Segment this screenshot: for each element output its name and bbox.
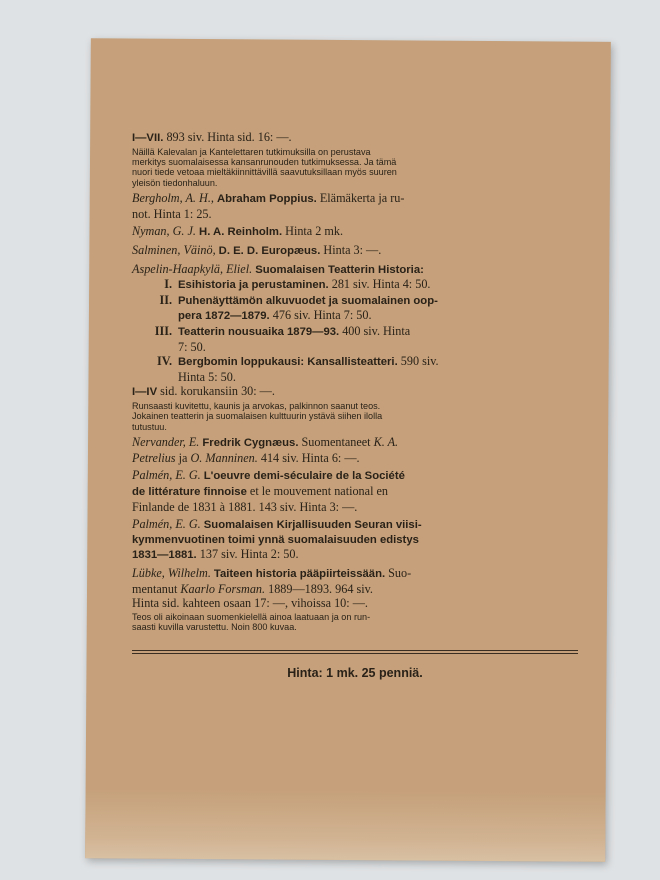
entry-line (132, 582, 580, 597)
book-title: Suomalaisen Teatterin Historia: (255, 263, 424, 276)
entry-detail: Finlande de 1831 à 1881. 143 siv. Hinta 3: —. (132, 499, 358, 514)
book-title: kymmenvuotinen toimi ynnä suomalaisuuden edistys (132, 533, 419, 546)
entry-detail: Suomentaneet (301, 435, 371, 450)
note-line: yleisön tiedonhaluun. (132, 177, 218, 188)
volume-title: Bergbomin loppukausi: Kansallisteatteri. (178, 356, 398, 369)
note-line: nuori tiede vetoaa mieltäkiinnittävillä saavutuksillaan myös suuren (132, 167, 397, 178)
entry-line (132, 262, 580, 278)
author: Bergholm, A. H., (132, 191, 214, 206)
author: Palmén, E. G. (132, 517, 201, 532)
book-title: L'oeuvre demi-séculaire de la Société (203, 470, 405, 483)
entry-detail: ja (178, 450, 188, 465)
entry-line (132, 191, 580, 207)
translator: Petrelius (132, 450, 176, 465)
author: Palmén, E. G. (132, 468, 201, 483)
note-line: Runsaasti kuvitettu, kaunis ja arvokas, palkinnon saanut teos. (132, 400, 381, 411)
entry-note (132, 147, 580, 189)
entry-detail: 476 siv. Hinta 7: 50. (272, 308, 372, 323)
author: Nervander, E. (132, 435, 200, 450)
entry-detail: Suo- (388, 565, 412, 580)
volume-title: pera 1872—1879. (178, 310, 270, 323)
book-title: Taiteen historia pääpiirteissään. (213, 567, 386, 580)
entry-detail: 414 siv. Hinta 6: —. (260, 450, 360, 465)
volume-line (132, 324, 580, 340)
entry-line (132, 468, 580, 484)
cover-price: Hinta: 1 mk. 25 penniä. (287, 666, 423, 680)
note-line: saasti kuvilla varustettu. Noin 800 kuvaa. (132, 622, 297, 633)
volume-number: II. (159, 292, 172, 307)
entry-detail: not. Hinta 1: 25. (132, 206, 212, 221)
note-line: tutustuu. (132, 421, 167, 432)
author: Aspelin-Haapkylä, Eliel. (132, 261, 253, 276)
volume-line (132, 293, 580, 309)
entry-line (132, 243, 580, 259)
book-title: Suomalaisen Kirjallisuuden Seuran viisi- (203, 519, 422, 532)
entry-line (132, 435, 580, 451)
translator: Kaarlo Forsman. (180, 581, 266, 596)
volume-range: I—IV (132, 386, 158, 399)
entry-detail: Hinta 3: —. (323, 243, 382, 257)
entry-detail: 590 siv. (400, 354, 439, 369)
entry-detail: 1889—1893. 964 siv. (268, 581, 373, 596)
book-list (132, 130, 580, 635)
note-line: Näillä Kalevalan ja Kantelettaren tutkimuksilla on perustava (132, 146, 371, 157)
entry-detail: Elämäkerta ja ru- (319, 191, 405, 206)
entry-line (132, 566, 580, 582)
entry-detail: mentanut (132, 581, 178, 596)
book-title: Abraham Poppius. (216, 193, 317, 206)
entry-line (132, 517, 580, 533)
entry-line (132, 547, 580, 563)
volume-title: Teatterin nousuaika 1879—93. (178, 325, 340, 338)
volume-number: IV. (156, 354, 172, 369)
entry-detail: Hinta 5: 50. (178, 369, 236, 384)
entry-detail: 7: 50. (178, 339, 206, 354)
entry-detail: 137 siv. Hinta 2: 50. (199, 547, 299, 562)
author: Salminen, Väinö, (132, 243, 216, 257)
entry-line (132, 451, 580, 466)
book-title: H. A. Reinholm. (199, 226, 283, 239)
volume-line (132, 354, 580, 370)
translator: O. Manninen. (190, 450, 258, 465)
volume-title: Puhenäyttämön alkuvuodet ja suomalainen oop- (178, 294, 438, 307)
entry-note (132, 612, 580, 633)
author: Lübke, Wilhelm. (132, 565, 211, 580)
entry-detail: 893 siv. Hinta sid. 16: —. (166, 130, 292, 144)
note-line: Teos oli aikoinaan suomenkielellä ainoa laatuaan ja on run- (132, 611, 371, 622)
volume-number: I. (164, 277, 172, 292)
entry-line (132, 130, 580, 146)
translator: K. A. (373, 435, 399, 450)
entry-line (132, 384, 580, 400)
volume-title: Esihistoria ja perustaminen. (178, 279, 329, 292)
entry-detail: Hinta sid. kahteen osaan 17: —, vihoissa 10: —. (132, 596, 368, 611)
double-rule-divider (132, 650, 578, 654)
entry-detail: sid. korukansiin 30: —. (160, 384, 275, 399)
note-line: Jokainen teatterin ja suomalaisen kulttuurin ystävä siihen ilolla (132, 411, 383, 422)
volume-range: I—VII. (132, 132, 164, 144)
entry-note (132, 401, 580, 432)
entry-detail: et le mouvement national en (249, 483, 389, 498)
entry-detail: 281 siv. Hinta 4: 50. (331, 277, 431, 292)
book-title: 1831—1881. (132, 549, 197, 562)
book-title: D. E. D. Europæus. (218, 245, 321, 257)
entry-line (132, 484, 580, 500)
volume-line (132, 308, 580, 324)
volume-line (132, 277, 580, 293)
entry-detail: 400 siv. Hinta (342, 323, 411, 338)
author: Nyman, G. J. (132, 224, 196, 239)
entry-line (132, 224, 580, 240)
worn-page-edge (85, 788, 605, 862)
note-line: merkitys suomalaisessa kansanrunouden tutkimuksessa. Ja tämä (132, 157, 397, 167)
volume-number: III. (154, 323, 172, 338)
entry-detail: Hinta 2 mk. (285, 224, 344, 239)
book-title: de littérature finnoise (132, 485, 247, 498)
book-title: Fredrik Cygnæus. (202, 437, 299, 450)
